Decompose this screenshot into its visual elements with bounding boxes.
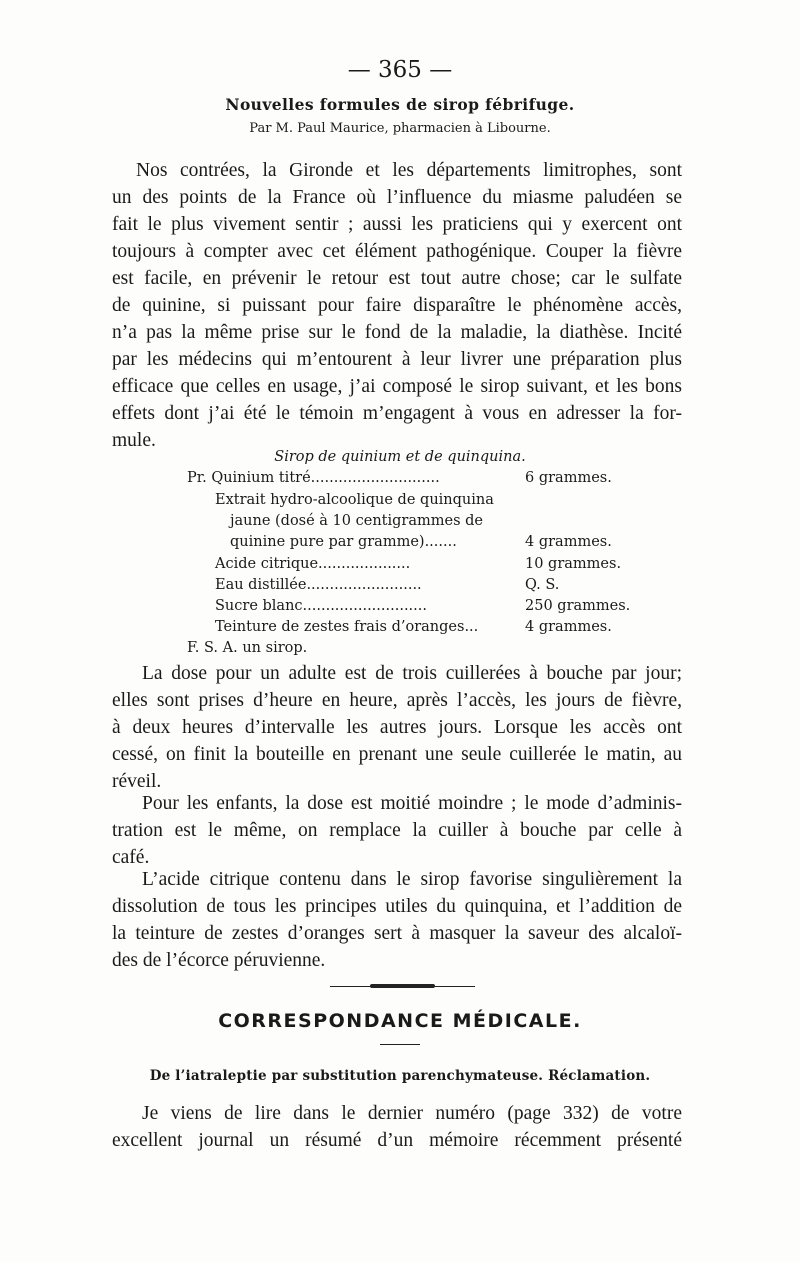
text-line: café. [112, 847, 150, 868]
ornamental-rule-center [370, 984, 435, 988]
children-paragraph [112, 790, 682, 871]
article-title: Nouvelles formules de sirop fébrifuge. [225, 95, 575, 114]
recipe-line: Extrait hydro-alcoolique de quinquina [215, 492, 494, 508]
text-line: dissolution de tous les principes utiles du quinquina, et l’addition de [112, 896, 682, 917]
text-line: fait le plus vivement sentir ; aussi les praticiens qui y exercent ont [112, 214, 682, 235]
recipe-block [0, 470, 800, 680]
page-number: — 365 — [347, 57, 453, 83]
recipe-qty: 4 grammes. [525, 534, 612, 550]
citric-acid-paragraph [112, 866, 682, 974]
section-heading: CORRESPONDANCE MÉDICALE. [218, 1010, 582, 1032]
text-line: Pour les enfants, la dose est moitié moindre ; le mode d’adminis- [142, 793, 682, 814]
recipe-line: Teinture de zestes frais d’oranges... [215, 619, 479, 635]
text-line: Nos contrées, la Gironde et les départements limitrophes, sont [136, 160, 682, 181]
recipe-qty: Q. S. [525, 577, 560, 593]
recipe-line: jaune (dosé à 10 centigrammes de [230, 513, 483, 529]
recipe-qty: 10 grammes. [525, 556, 622, 572]
section-subheading: De l’iatraleptie par substitution parenchymateuse. Réclamation. [149, 1068, 651, 1084]
text-line: mule. [112, 430, 156, 451]
recipe-line: F. S. A. un sirop. [187, 640, 308, 656]
recipe-line: Acide citrique.................... [215, 556, 411, 572]
text-line: tration est le même, on remplace la cuiller à bouche par celle à [112, 820, 682, 841]
text-line: effets dont j’ai été le témoin m’engagent à vous en adresser la for- [112, 403, 682, 424]
recipe-line: quinine pure par gramme)....... [230, 534, 457, 550]
intro-paragraph [112, 157, 682, 454]
recipe-qty: 250 grammes. [525, 598, 631, 614]
text-line: de quinine, si puissant pour faire disparaître le phénomène accès, [112, 295, 682, 316]
recipe-line: Eau distillée......................... [215, 577, 422, 593]
text-line: par les médecins qui m’entourent à leur livrer une préparation plus [112, 349, 682, 370]
text-line: L’acide citrique contenu dans le sirop favorise singulièrement la [142, 869, 682, 890]
text-line: efficace que celles en usage, j’ai composé le sirop suivant, et les bons [112, 376, 682, 397]
article-byline: Par M. Paul Maurice, pharmacien à Libourne. [249, 121, 551, 136]
dosage-paragraph [112, 660, 682, 795]
text-line: n’a pas la même prise sur le fond de la maladie, la diathèse. Incité [112, 322, 682, 343]
text-line: elles sont prises d’heure en heure, après l’accès, les jours de fièvre, [112, 690, 682, 711]
text-line: la teinture de zestes d’oranges sert à masquer la saveur des alcaloï- [112, 923, 682, 944]
text-line: à deux heures d’intervalle les autres jours. Lorsque les accès ont [112, 717, 682, 738]
recipe-qty: 6 grammes. [525, 470, 612, 486]
text-line: réveil. [112, 771, 162, 792]
recipe-line: Sucre blanc........................... [215, 598, 427, 614]
recipe-line: Pr. Quinium titré............................ [187, 470, 440, 486]
text-line: toujours à compter avec cet élément pathogénique. Couper la fièvre [112, 241, 682, 262]
text-line: Je viens de lire dans le dernier numéro (page 332) de votre [142, 1103, 682, 1124]
letter-paragraph [112, 1100, 682, 1154]
recipe-qty: 4 grammes. [525, 619, 612, 635]
short-rule [380, 1044, 420, 1045]
text-line: cessé, on finit la bouteille en prenant une seule cuillerée le matin, au [112, 744, 682, 765]
recipe-title: Sirop de quinium et de quinquina. [274, 449, 526, 465]
text-line: La dose pour un adulte est de trois cuillerées à bouche par jour; [142, 663, 682, 684]
text-line: est facile, en prévenir le retour est tout autre chose; car le sulfate [112, 268, 682, 289]
text-line: un des points de la France où l’influence du miasme paludéen se [112, 187, 682, 208]
text-line: des de l’écorce péruvienne. [112, 950, 326, 971]
text-line: excellent journal un résumé d’un mémoire récemment présenté [112, 1130, 682, 1151]
